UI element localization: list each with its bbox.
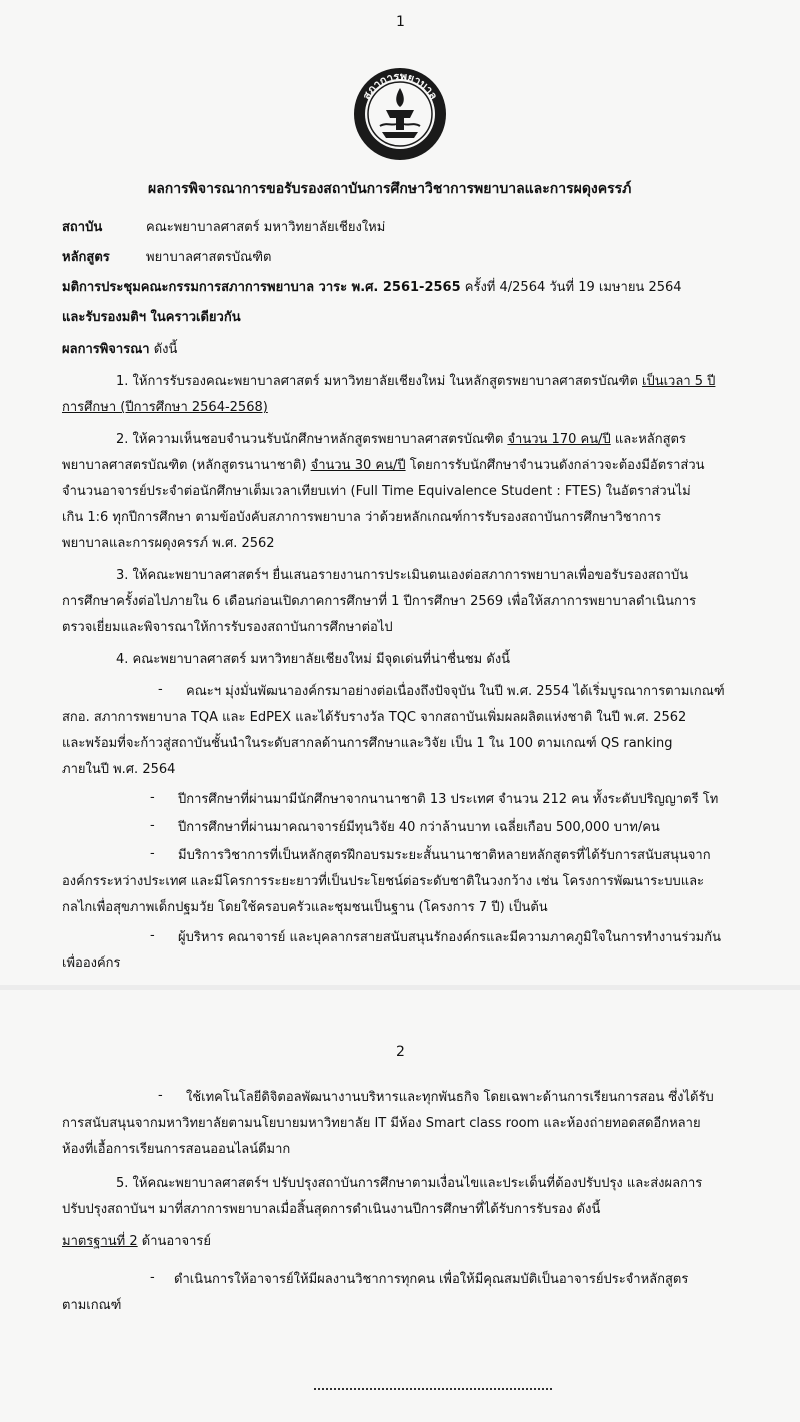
item-2-quota-intl: จำนวน 30 คน/ปี xyxy=(310,458,406,473)
item-5-line-1: 5. ให้คณะพยาบาลศาสตร์ฯ ปรับปรุงสถาบันการศึกษาตามเงื่อนไขและประเด็นที่ต้องปรับปรุง และส่งผลการ xyxy=(116,1176,703,1191)
highlight-6-line-3: ห้องที่เอื้อการเรียนการสอนออนไลน์ดีมาก xyxy=(62,1142,291,1157)
item-2-rest: และหลักสูตร xyxy=(610,432,686,447)
bullet-dash: - xyxy=(150,818,155,833)
result-rest: ดังนี้ xyxy=(149,342,178,357)
standard-number: มาตรฐานที่ 2 xyxy=(62,1234,138,1249)
item-3-line-3: ตรวจเยี่ยมและพิจารณาให้การรับรองสถาบันการศึกษาต่อไป xyxy=(62,620,393,635)
document-page-2 xyxy=(0,990,800,1422)
item-2-quota-thai: จำนวน 170 คน/ปี xyxy=(507,432,611,447)
program-value: พยาบาลศาสตรบัณฑิต xyxy=(146,250,272,265)
logo-text: สภาการพยาบาล xyxy=(359,69,441,102)
highlight-2: ปีการศึกษาที่ผ่านมามีนักศึกษาจากนานาชาติ 13 ประเทศ จำนวน 212 คน ทั้งระดับปริญญาตรี โท xyxy=(178,792,719,807)
highlight-1-line-3: และพร้อมที่จะก้าวสู่สถาบันชั้นนำในระดับสากลด้านการศึกษาและวิจัย เป็น 1 ใน 100 ตามเกณฑ์ QS ranking xyxy=(62,736,673,751)
item-1-text: 1. ให้การรับรองคณะพยาบาลศาสตร์ มหาวิทยาลัยเชียงใหม่ ในหลักสูตรพยาบาลศาสตรบัณฑิต xyxy=(116,374,643,389)
highlight-5-line-2: เพื่อองค์กร xyxy=(62,956,121,971)
item-2-line-3: จำนวนอาจารย์ประจำต่อนักศึกษาเต็มเวลาเทียบเท่า (Full Time Equivalence Student : FTES) ในอัตราส่วนไม่ xyxy=(62,484,691,499)
bullet-dash: - xyxy=(150,1270,155,1285)
item-2-intl-rest: โดยการรับนักศึกษาจำนวนดังกล่าวจะต้องมีอัตราส่วน xyxy=(405,458,705,473)
page-number: 1 xyxy=(396,14,405,30)
item-3-line-2: การศึกษาครั้งต่อไปภายใน 6 เดือนก่อนเปิดภาคการศึกษาที่ 1 ปีการศึกษา 2569 เพื่อให้สภาการพยาบาลดำเนินการ xyxy=(62,594,697,609)
bullet-dash: - xyxy=(158,1088,163,1103)
item-4-line: 4. คณะพยาบาลศาสตร์ มหาวิทยาลัยเชียงใหม่ มีจุดเด่นที่น่าชื่นชม ดังนี้ xyxy=(116,652,511,667)
item-2-text: 2. ให้ความเห็นชอบจำนวนรับนักศึกษาหลักสูตรพยาบาลศาสตรบัณฑิต xyxy=(116,432,508,447)
certify-line: และรับรองมติฯ ในคราวเดียวกัน xyxy=(62,310,241,325)
bullet-dash: - xyxy=(150,846,155,861)
highlight-5-line-1: ผู้บริหาร คณาจารย์ และบุคลากรสายสนับสนุนรักองค์กรและมีความภาคภูมิใจในการทำงานร่วมกัน xyxy=(178,930,721,945)
resolution-bold: มติการประชุมคณะกรรมการสภาการพยาบาล วาระ พ.ศ. 2561-2565 xyxy=(62,280,461,295)
program-label: หลักสูตร xyxy=(62,250,110,265)
bullet-dash: - xyxy=(158,682,163,697)
institution-value: คณะพยาบาลศาสตร์ มหาวิทยาลัยเชียงใหม่ xyxy=(146,220,386,235)
item-1-line-1 xyxy=(116,374,715,390)
standard-2-item-line-2: ตามเกณฑ์ xyxy=(62,1298,122,1313)
institution-label: สถาบัน xyxy=(62,220,103,235)
document-title: ผลการพิจารณาการขอรับรองสถาบันการศึกษาวิชาการพยาบาลและการผดุงครรภ์ xyxy=(148,181,632,197)
item-1-duration: เป็นเวลา 5 ปี xyxy=(642,374,716,389)
nursing-council-logo xyxy=(352,66,448,162)
highlight-4-line-2: องค์กรระหว่างประเทศ และมีโครการระยะยาวที่เป็นประโยชน์ต่อระดับชาติในวงกว้าง เช่น โครงการพัฒนาระบบและ xyxy=(62,874,705,889)
highlight-4-line-1: มีบริการวิชาการที่เป็นหลักสูตรฝึกอบรมระยะสั้นนานาชาติหลายหลักสูตรที่ได้รับการสนับสนุนจาก xyxy=(178,848,711,863)
highlight-6-line-2: การสนับสนุนจากมหาวิทยาลัยตามนโยบายมหาวิทยาลัย IT มีห้อง Smart class room และห้องถ่ายทอดสดอีกหลาย xyxy=(62,1116,701,1131)
item-3-line-1: 3. ให้คณะพยาบาลศาสตร์ฯ ยื่นเสนอรายงานการประเมินตนเองต่อสภาการพยาบาลเพื่อขอรับรองสถาบัน xyxy=(116,568,689,583)
item-5-line-2: ปรับปรุงสถาบันฯ มาที่สภาการพยาบาลเมื่อสิ้นสุดการดำเนินงานปีการศึกษาที่ได้รับการรับรอง ดังนี้ xyxy=(62,1202,601,1217)
highlight-4-line-3: กลไกเพื่อสุขภาพเด็กปฐมวัย โดยใช้ครอบครัวและชุมชนเป็นฐาน (โครงการ 7 ปี) เป็นต้น xyxy=(62,900,548,915)
standard-title: ด้านอาจารย์ xyxy=(137,1234,212,1249)
item-2-line-4: เกิน 1:6 ทุกปีการศึกษา ตามข้อบังคับสภาการพยาบาล ว่าด้วยหลักเกณฑ์การรับรองสถาบันการศึกษาวิชาการ xyxy=(62,510,662,525)
highlight-6-line-1: ใช้เทคโนโลยีดิจิตอลพัฒนางานบริหารและทุกพันธกิจ โดยเฉพาะด้านการเรียนการสอน ซึ่งได้รับ xyxy=(186,1090,714,1105)
item-2-line-1 xyxy=(116,432,686,448)
bullet-dash: - xyxy=(150,790,155,805)
standard-2-item-line-1: ดำเนินการให้อาจารย์ให้มีผลงานวิชาการทุกคน เพื่อให้มีคุณสมบัติเป็นอาจารย์ประจำหลักสูตร xyxy=(174,1272,689,1287)
dotted-separator xyxy=(314,1388,552,1390)
highlight-1-line-1: คณะฯ มุ่งมั่นพัฒนาองค์กรมาอย่างต่อเนื่องถึงปัจจุบัน ในปี พ.ศ. 2554 ได้เริ่มบูรณาการตามเกณฑ์ xyxy=(186,684,725,699)
item-2-intl-text: พยาบาลศาสตรบัณฑิต (หลักสูตรนานาชาติ) xyxy=(62,458,311,473)
highlight-1-line-2: สกอ. สภาการพยาบาล TQA และ EdPEX และได้รับรางวัล TQC จากสถาบันเพิ่มผลผลิตแห่งชาติ ในปี พ.ศ. 2562 xyxy=(62,710,687,725)
item-1-line-2: การศึกษา (ปีการศึกษา 2564-2568) xyxy=(62,400,268,415)
item-2-line-2 xyxy=(62,458,705,474)
result-heading xyxy=(62,342,177,358)
item-2-line-5: พยาบาลและการผดุงครรภ์ พ.ศ. 2562 xyxy=(62,536,275,551)
resolution-rest: ครั้งที่ 4/2564 วันที่ 19 เมษายน 2564 xyxy=(460,280,682,295)
page-number: 2 xyxy=(396,1044,405,1060)
result-bold: ผลการพิจารณา xyxy=(62,342,150,357)
highlight-3: ปีการศึกษาที่ผ่านมาคณาจารย์มีทุนวิจัย 40 กว่าล้านบาท เฉลี่ยเกือบ 500,000 บาท/คน xyxy=(178,820,660,835)
highlight-1-line-4: ภายในปี พ.ศ. 2564 xyxy=(62,762,176,777)
standard-heading xyxy=(62,1234,211,1250)
resolution-line xyxy=(62,280,682,296)
bullet-dash: - xyxy=(150,928,155,943)
